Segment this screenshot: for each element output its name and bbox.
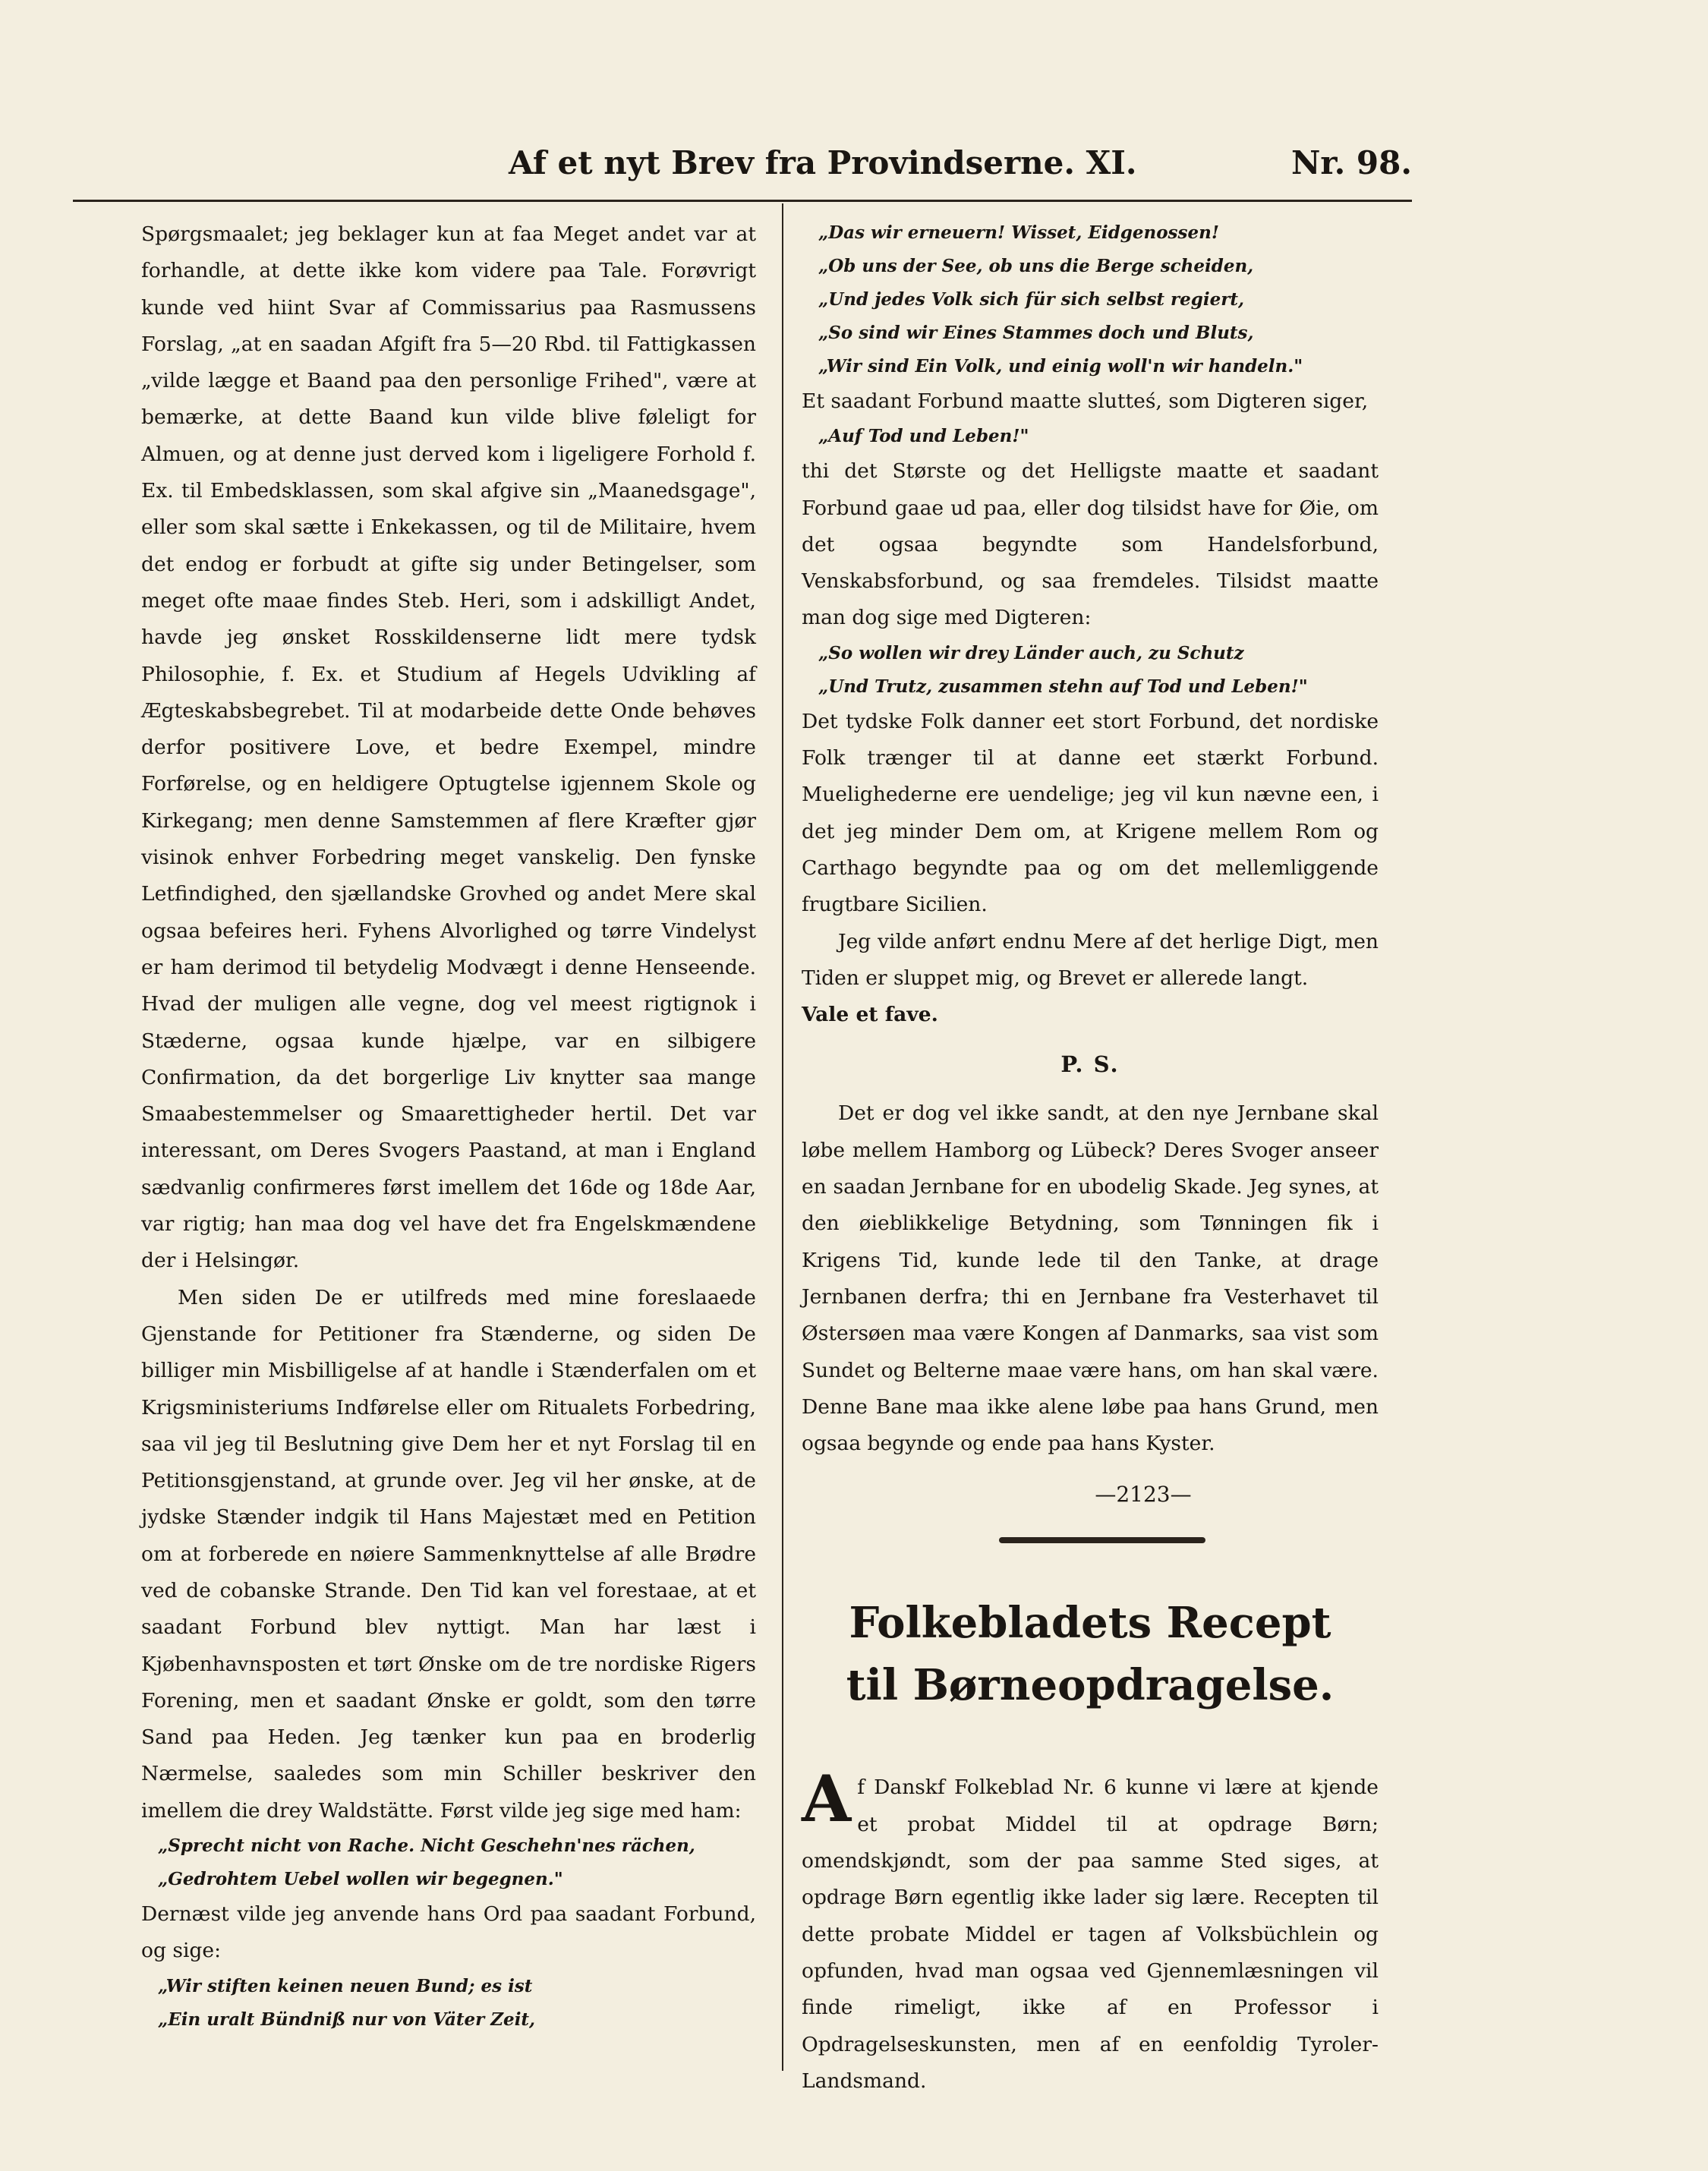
verse-quote: [141, 1829, 756, 1896]
paragraph: Dernæst vilde jeg anvende hans Ord paa saadant Forbund, og sige:: [141, 1902, 756, 1963]
right-column: [802, 216, 1379, 2100]
paragraph: Spørgsmaalet; jeg beklager kun at faa Meget andet var at forhandle, at dette ikke kom videre paa Tale. Forøvrigt kunde ved hiint Svar af Commissarius paa Rasmussens Forslag, „at en saadan Afgift fra 5—20 Rbd. til Fattigkassen „vilde lægge et Baand paa den personlige Frihed", være at bemærke, at dette Baand kun vilde blive føleligt for Almuen, og at denne just derved kom i ligeligere Forhold f. Ex. til Embedsklassen, som skal afgive sin „Maanedsgage", eller som skal sætte i Enkekassen, og til de Militaire, hvem det endog er forbudt at gifte sig under Betingelser, som meget ofte maae findes Steb. Heri, som i adskilligt Andet, havde jeg ønsket Rosskildenserne lidt mere tydsk Philosophie, f. Ex. et Studium af Hegels Udvikling af Ægteskabsbegrebet. Til at modarbeide dette Onde behøves derfor positivere Love, et bedre Exempel, mindre Forførelse, og en heldigere Optugtelse igjennem Skole og Kirkegang; men denne Samstemmen af flere Kræfter gjør visinok enhver Forbedring meget vanskelig. Den fynske Letfindighed, den sjællandske Grovhed og andet Mere skal ogsaa befeires heri. Fyhens Alvorlighed og tørre Vindelyst er ham derimod til betydelig Modvægt i denne Henseende. Hvad der muligen alle vegne, dog vel meest rigtignok i Stæderne, ogsaa kunde hjælpe, var en silbigere Confirmation, da det borgerlige Liv knytter saa mange Smaabestemmelser og Smaarettigheder hertil. Det var interessant, om Deres Svogers Paastand, at man i England sædvanlig confirmeres først imellem det 16de og 18de Aar, var rigtig; han maa dog vel have det fra Engelskmændene der i Helsingør.: [141, 222, 756, 1273]
paragraph: f Danskf Folkeblad Nr. 6 kunne vi lære at kjende et probat Middel til at opdrage Børn; omendskjøndt, som der paa samme Sted siges, at opdrage Børn egentlig ikke lader sig lære. Recepten til dette probate Middel er tagen af Volksbüchlein og opfunden, hvad man ogsaa ved Gjennemlæsningen vil finde rimeligt, ikke af en Professor i Opdragelseskunsten, men af en eenfoldig Tyroler-Landsmand.: [802, 1776, 1379, 2093]
verse-line: „Ob uns der See, ob uns die Berge scheiden,: [818, 256, 1254, 276]
verse-line: „Und jedes Volk sich für sich selbst regiert,: [818, 289, 1244, 310]
ornament-rule: [999, 1537, 1205, 1543]
verse-line: „So sind wir Eines Stammes doch und Bluts,: [818, 323, 1254, 343]
verse-quote: [802, 216, 1379, 383]
verse-line: „Auf Tod und Leben!": [818, 426, 1029, 447]
verse-quote: [802, 420, 1379, 453]
paragraph: thi det Største og det Helligste maatte et saadant Forbund gaae ud paa, eller dog tilsidst have for Øie, om det ogsaa begyndte som Handelsforbund, Venskabsforbund, og saa fremdeles. Tilsidst maatte man dog sige med Digteren:: [802, 459, 1379, 630]
column-divider: [782, 203, 783, 2071]
page-number: —2123—: [1095, 1482, 1192, 1508]
verse-line: „Sprecht nicht von Rache. Nicht Geschehn'nes rächen,: [158, 1835, 695, 1857]
paragraph: Et saadant Forbund maatte slutteś, som Digteren siger,: [802, 389, 1369, 413]
article-body: [802, 1761, 1379, 2100]
verse-quote: [141, 1970, 756, 2037]
drop-cap: A: [802, 1761, 852, 1837]
verse-line: „So wollen wir drey Länder auch, zu Schutz: [818, 642, 1244, 663]
paragraph: Jeg vilde anført endnu Mere af det herlige Digt, men Tiden er sluppet mig, og Brevet er allerede langt.: [802, 929, 1379, 990]
article-title-line: Folkebladets Recept: [849, 1598, 1331, 1649]
running-header: [76, 144, 1412, 197]
verse-line: „Wir sind Ein Volk, und einig woll'n wir handeln.": [818, 356, 1303, 377]
verse-line: „Das wir erneuern! Wisset, Eidgenossen!: [818, 222, 1219, 243]
issue-number: Nr. 98.: [1291, 144, 1412, 181]
article-title-line: til Børneopdragelse.: [846, 1660, 1335, 1711]
paragraph: Men siden De er utilfreds med mine foreslaaede Gjenstande for Petitioner fra Stænderne, og siden De billiger min Misbilligelse af at handle i Stænderfalen om et Krigsministeriums Indførelse eller om Ritualets Forbedring, saa vil jeg til Beslutning give Dem her et nyt Forslag til en Petitionsgjenstand, at grunde over. Jeg vil her ønske, at de jydske Stænder indgik til Hans Majestæt med en Petition om at forberede en nøiere Sammenknyttelse af alle Brødre ved de cobanske Strande. Den Tid kan vel forestaae, at et saadant Forbund blev nyttigt. Man har læst i Kjøbenhavnsposten et tørt Ønske om de tre nordiske Rigers Forening, men et saadant Ønske er goldt, som den tørre Sand paa Heden. Jeg tænker kun paa en broderlig Nærmelse, saaledes som min Schiller beskriver den imellem die drey Waldstätte. Først vilde jeg sige med ham:: [141, 1285, 756, 1823]
verse-line: „Ein uralt Bündniß nur von Väter Zeit,: [158, 2009, 536, 2030]
verse-quote: [802, 637, 1379, 704]
header-title: Af et nyt Brev fra Provindserne. XI.: [509, 144, 1137, 181]
verse-line: „Und Trutz, zusammen stehn auf Tod und Leben!": [818, 676, 1308, 697]
paragraph: Det tydske Folk danner eet stort Forbund, det nordiske Folk trænger til at danne eet stærkt Forbund. Muelighederne ere uendelige; jeg vil kun nævne een, i det jeg minder Dem om, at Krigene mellem Rom og Carthago begyndte paa og om det mellemliggende frugtbare Sicilien.: [802, 709, 1379, 917]
postscript-heading: P. S.: [1060, 1051, 1120, 1078]
header-rule: [73, 200, 1412, 202]
left-column: [141, 216, 756, 2037]
article-title: [802, 1592, 1379, 1716]
verse-line: „Wir stiften keinen neuen Bund; es ist: [158, 1975, 533, 1996]
verse-line: „Gedrohtem Uebel wollen wir begegnen.": [158, 1869, 563, 1890]
paragraph: Det er dog vel ikke sandt, at den nye Jernbane skal løbe mellem Hamborg og Lübeck? Deres Svoger anseer en saadan Jernbane for en ubodelig Skade. Jeg synes, at den øieblikkelige Betydning, som Tønningen fik i Krigens Tid, kunde lede til den Tanke, at drage Jernbanen derfra; thi en Jernbane fra Vesterhavet til Østersøen maa være Kongen af Danmarks, saa vist som Sundet og Belterne maae være hans, om han skal være. Denne Bane maa ikke alene løbe paa hans Grund, men ogsaa begynde og ende paa hans Kyster.: [802, 1101, 1379, 1456]
closing-line: Vale et fave.: [802, 1003, 938, 1027]
